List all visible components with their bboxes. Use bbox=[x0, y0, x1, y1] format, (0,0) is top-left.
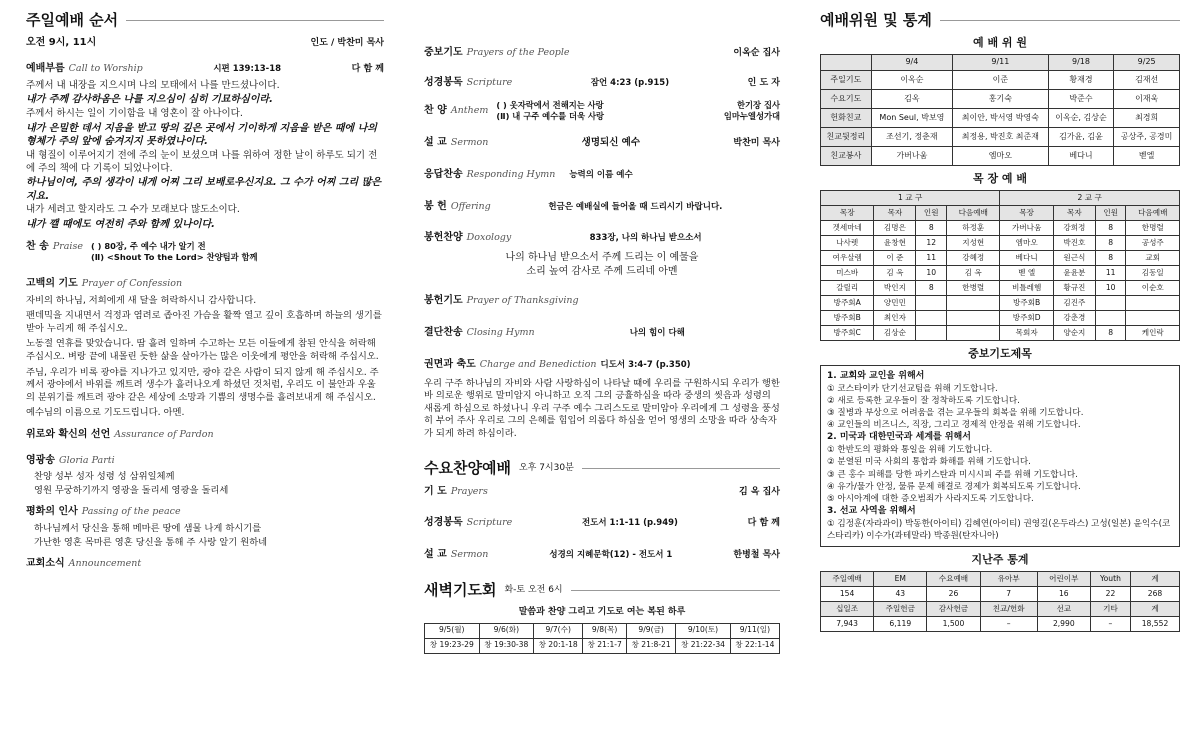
announcement: 교회소식 Announcement bbox=[26, 558, 142, 570]
cell-group-header: 1 교 구 2 교 구 bbox=[821, 190, 1180, 205]
dawn-ref: 창 19:23-29 bbox=[425, 638, 480, 653]
cell-worship-title: 목 장 예 배 bbox=[973, 172, 1027, 186]
committee-cell: 이옥순, 김상순 bbox=[1048, 109, 1114, 128]
call-line: 내 형질이 이루어지기 전에 주의 눈이 보셨으며 나를 위하여 정한 날이 하루도 되기 전에 주의 책에 다 기록이 되었나이다. bbox=[26, 149, 378, 174]
committee-head-cell: 9/4 bbox=[871, 55, 952, 71]
confession-text bbox=[26, 295, 384, 420]
service-time: 오전 9시, 11시 bbox=[26, 37, 97, 49]
dawn-refs-row bbox=[425, 638, 780, 653]
committee-cell: 이재욱 bbox=[1114, 90, 1180, 109]
cell-cell: 김진주 bbox=[1053, 295, 1095, 310]
cell-row bbox=[821, 220, 1180, 235]
benediction: 권면과 축도 Charge and Benediction 디도서 3:4-7 (p.350) bbox=[424, 358, 691, 370]
call-line: 내가 주께 감사하옴은 나를 지으심이 심히 기묘하심이라. bbox=[26, 94, 273, 106]
cell-cell: 8 bbox=[1095, 325, 1126, 340]
cell-cell: 8 bbox=[916, 280, 947, 295]
cell-cell: 김 옥 bbox=[947, 265, 1000, 280]
stats-cell: 43 bbox=[874, 587, 927, 602]
stats-cell: – bbox=[1090, 617, 1130, 632]
cell-cell: 11 bbox=[1095, 265, 1126, 280]
cell-cell: 윤창현 bbox=[874, 235, 916, 250]
cell-cell: 방주회A bbox=[821, 295, 874, 310]
cell-cell: 8 bbox=[1095, 235, 1126, 250]
dawn-schedule-table bbox=[424, 623, 780, 654]
committee-cell: 친교뒷정리 bbox=[821, 128, 872, 147]
column-sunday-order-cont bbox=[424, 10, 780, 654]
committee-cell: 최경희 bbox=[1114, 109, 1180, 128]
stats-cell: 2,990 bbox=[1037, 617, 1090, 632]
cell-cell bbox=[916, 310, 947, 325]
dawn-days-row bbox=[425, 623, 780, 638]
cell-cell bbox=[1095, 310, 1126, 325]
officiant: 인도 / 박찬미 목사 bbox=[310, 38, 384, 49]
wed-scripture: 성경봉독 Scripture 전도서 1:1-11 (p.949) 다 함 께 bbox=[424, 517, 780, 529]
cell-cell: 지성현 bbox=[947, 235, 1000, 250]
gloria-lines bbox=[26, 471, 384, 497]
committee-table bbox=[820, 54, 1180, 166]
prayer-item: ② 새로 등록한 교우들이 잘 정착하도록 기도합니다. bbox=[827, 395, 1020, 406]
prayer-item: ⑤ 아시아계에 대한 증오범죄가 사라지도록 기도합니다. bbox=[827, 493, 1034, 504]
dawn-title: 새벽기도회 화-토 오전 6시 bbox=[424, 580, 780, 600]
cell-cell: 8 bbox=[1095, 220, 1126, 235]
committee-cell: 베다니 bbox=[1048, 147, 1114, 166]
column-sunday-order bbox=[26, 10, 384, 571]
committee-row bbox=[821, 128, 1180, 147]
wed-title: 수요찬양예배 오후 7시30분 bbox=[424, 458, 780, 478]
cell-cell: 이순호 bbox=[1126, 280, 1180, 295]
cell-cell: 10 bbox=[916, 265, 947, 280]
cell-cell: 양순지 bbox=[1053, 325, 1095, 340]
committee-cell: 벧엘 bbox=[1114, 147, 1180, 166]
stats-cell: 주일예배 bbox=[821, 572, 874, 587]
cell-cell: 11 bbox=[916, 250, 947, 265]
prayer-of-thanksgiving: 봉헌기도 Prayer of Thanksgiving bbox=[424, 295, 579, 307]
cell-cell: 방주회B bbox=[1000, 295, 1053, 310]
title-rule bbox=[126, 20, 384, 21]
stats-cell: 26 bbox=[927, 587, 980, 602]
committee-head-cell bbox=[821, 55, 872, 71]
stats-cell: 18,552 bbox=[1131, 617, 1180, 632]
confession-paragraph: 주님, 우리가 비록 광야를 지나가고 있지만, 광야 같은 사람이 되지 않게 해 주십시오. 주께서 광야에서 바위를 깨트려 생수가 흘러나오게 하셨던 것처럼, 우리도 이 불안과 우울의 분위기를 깨트려 광야 같은 세상에 소망과 기쁨의 생명수를 흘려보내게 해 주십시오. bbox=[26, 366, 379, 403]
stats-cell: 계 bbox=[1131, 572, 1180, 587]
prayer-item: 1. 교회와 교인을 위해서 bbox=[827, 370, 925, 381]
stats-cell: 유아부 bbox=[980, 572, 1037, 587]
dawn-day: 9/8(목) bbox=[583, 623, 627, 638]
cell-cell: 비틀레헴 bbox=[1000, 280, 1053, 295]
stats-cell: 선교 bbox=[1037, 602, 1090, 617]
cell-cell: 12 bbox=[916, 235, 947, 250]
call-line: 주께서 내 내장을 지으시며 나의 모태에서 나를 만드셨나이다. bbox=[26, 79, 280, 91]
cell-cell: 한명렬 bbox=[1126, 220, 1180, 235]
cell-head-cell: 인원 bbox=[1095, 205, 1126, 220]
committee-cell: 홍기숙 bbox=[953, 90, 1049, 109]
stats-cell: 7,943 bbox=[821, 617, 874, 632]
gloria-line: 영원 무궁하기까지 영광을 돌리세 영광을 돌리세 bbox=[34, 484, 229, 496]
cell-cell: 케인락 bbox=[1126, 325, 1180, 340]
wed-sermon: 설 교 Sermon 성경의 지혜문학(12) - 전도서 1 한병철 목사 bbox=[424, 549, 780, 561]
cell-row bbox=[821, 235, 1180, 250]
cell-cell: 갈릴리 bbox=[821, 280, 874, 295]
prayer-item: ③ 질병과 부상으로 어려움을 겪는 교우들의 회복을 위해 기도합니다. bbox=[827, 407, 1084, 418]
committee-cell: 헌화친교 bbox=[821, 109, 872, 128]
cell-row bbox=[821, 250, 1180, 265]
call-line: 하나님이여, 주의 생각이 내게 어찌 그리 보배로우신지요. 그 수가 어찌 그리 많은지요. bbox=[26, 177, 382, 202]
confession-paragraph: 노동절 연휴를 맞았습니다. 땀 흘려 일하며 수고하는 모든 이들에게 참된 안식을 허락해 주십시오. 벼랑 끝에 내몰린 듯한 삶을 살아가는 많은 이웃에게 평안을 허락해 주십시오. bbox=[26, 338, 379, 362]
cell-cell: 한병렬 bbox=[947, 280, 1000, 295]
cell-cell: 김 옥 bbox=[874, 265, 916, 280]
committee-cell: 이준 bbox=[953, 71, 1049, 90]
committee-cell: 최정용, 박진호 최준재 bbox=[953, 128, 1049, 147]
cell-cell: 8 bbox=[916, 220, 947, 235]
cell-row bbox=[821, 265, 1180, 280]
cell-head-cell: 다음예배 bbox=[947, 205, 1000, 220]
committee-cell: Mon Seul, 박보영 bbox=[871, 109, 952, 128]
cell-cell bbox=[1126, 295, 1180, 310]
dawn-ref: 창 22:1-14 bbox=[730, 638, 779, 653]
cell-cell: 원근식 bbox=[1053, 250, 1095, 265]
cell-cell bbox=[947, 295, 1000, 310]
section-title: 예배위원 및 통계 bbox=[820, 10, 1180, 30]
cell-head-cell: 목자 bbox=[1053, 205, 1095, 220]
cell-cell: 강혜정 bbox=[947, 250, 1000, 265]
dawn-subtitle: 말씀과 찬양 그리고 기도로 여는 복된 하루 bbox=[518, 607, 686, 618]
cell-worship-table bbox=[820, 190, 1180, 341]
dawn-ref: 창 21:8-21 bbox=[627, 638, 676, 653]
stats-cell: 7 bbox=[980, 587, 1037, 602]
committee-cell: 친교봉사 bbox=[821, 147, 872, 166]
doxology: 봉헌찬양 Doxology 833장, 나의 하나님 받으소서 bbox=[424, 232, 702, 244]
stats-cell: 6,119 bbox=[874, 617, 927, 632]
cell-cell: 교회 bbox=[1126, 250, 1180, 265]
cell-row bbox=[821, 295, 1180, 310]
confession-heading: 고백의 기도 Prayer of Confession bbox=[26, 278, 183, 289]
dawn-day: 9/6(화) bbox=[479, 623, 534, 638]
cell-cell: 가버나움 bbox=[1000, 220, 1053, 235]
prayer-topics-title: 중보기도제목 bbox=[968, 346, 1032, 360]
committee-head-cell: 9/25 bbox=[1114, 55, 1180, 71]
committee-header bbox=[821, 55, 1180, 71]
committee-cell: 엠마오 bbox=[953, 147, 1049, 166]
stats-row bbox=[821, 617, 1180, 632]
section-title: 주일예배 순서 bbox=[26, 10, 384, 30]
committee-cell: 박준수 bbox=[1048, 90, 1114, 109]
confession-paragraph: 자비의 하나님, 저희에게 새 달을 허락하시니 감사합니다. bbox=[26, 294, 257, 306]
committee-cell: 공상주, 공경미 bbox=[1114, 128, 1180, 147]
wed-prayer: 기 도 Prayers 김 옥 집사 bbox=[424, 485, 780, 497]
cell-cell: 겟세마네 bbox=[821, 220, 874, 235]
stats-cell: 수요예배 bbox=[927, 572, 980, 587]
cell-cell: 나사렛 bbox=[821, 235, 874, 250]
intercession: 중보기도 Prayers of the People 이옥순 집사 bbox=[424, 47, 780, 58]
cell-cell bbox=[916, 325, 947, 340]
stats-cell: 기타 bbox=[1090, 602, 1130, 617]
stats-row bbox=[821, 587, 1180, 602]
cell-cell: 김상순 bbox=[874, 325, 916, 340]
cell-row bbox=[821, 310, 1180, 325]
stats-cell: EM bbox=[874, 572, 927, 587]
gloria: 영광송 Gloria Parti bbox=[26, 454, 115, 466]
dawn-ref: 창 21:1-7 bbox=[583, 638, 627, 653]
cell-cell: 박인지 bbox=[874, 280, 916, 295]
dawn-ref: 창 19:30-38 bbox=[479, 638, 534, 653]
benediction-text: 우리 구주 하나님의 자비와 사람 사랑하심이 나타날 때에 우리를 구원하시되 우리가 행한 바 의로운 행위로 말미암지 아니하고 오직 그의 긍휼하심을 따라 중생의 씻음과 성령의 새롭게 하심으로 하셨나니 우리 구주 예수 그리스도로 말미암아 우리에게 그 성령을 풍성히 부어 주사 우리로 그의 은혜를 힘입어 의롭다 하심을 얻어 영생의 소망을 따라 상속자가 되게 하려 하심이라. bbox=[424, 377, 780, 439]
dawn-day: 9/11(일) bbox=[730, 623, 779, 638]
stats-row bbox=[821, 572, 1180, 587]
cell-cell: 방주회B bbox=[821, 310, 874, 325]
column-committee-stats bbox=[820, 10, 1180, 632]
cell-cell bbox=[1095, 295, 1126, 310]
cell-cell: 방주회C bbox=[821, 325, 874, 340]
call-line: 내가 세려고 할지라도 그 수가 모래보다 많도소이다. bbox=[26, 204, 240, 216]
cell-cell bbox=[1126, 310, 1180, 325]
stats-cell: – bbox=[980, 617, 1037, 632]
prayer-item: ① 코스타이카 단기선교팀을 위해 기도합니다. bbox=[827, 383, 998, 394]
stats-cell: 감사헌금 bbox=[927, 602, 980, 617]
peace-lines bbox=[26, 523, 384, 549]
prayer-item: ④ 교인들의 비즈니스, 직장, 그리고 경제적 안정을 위해 기도합니다. bbox=[827, 420, 1081, 431]
dawn-ref: 창 21:22-34 bbox=[676, 638, 731, 653]
stats-cell: 친교/헌화 bbox=[980, 602, 1037, 617]
doxology-lines bbox=[424, 251, 780, 278]
call-line: 내가 깰 때에도 여전히 주와 함께 있나이다. bbox=[26, 219, 215, 231]
dawn-day: 9/5(월) bbox=[425, 623, 480, 638]
stats-cell: 268 bbox=[1131, 587, 1180, 602]
call-to-worship: 예배부름 Call to Worship 시편 139:13-18 다 함 께 bbox=[26, 62, 384, 74]
committee-head-cell: 9/11 bbox=[953, 55, 1049, 71]
cell-cell: 8 bbox=[1095, 250, 1126, 265]
cell-cell: 엠마오 bbox=[1000, 235, 1053, 250]
praise: 찬 송 Praise ( ) 80장, 주 예수 내가 알기 전 (Ⅱ) <Shout To the Lord> 찬양팀과 함께 bbox=[26, 240, 258, 262]
cell-cell: 미스바 bbox=[821, 265, 874, 280]
confession-paragraph: 팬데믹을 지내면서 걱정과 염려로 좁아진 가슴을 활짝 열고 깊이 호흡하며 하늘의 생기를 받아 누리게 해 주십시오. bbox=[26, 310, 382, 334]
committee-cell: 김가윤, 김윤 bbox=[1048, 128, 1114, 147]
cell-cell bbox=[947, 310, 1000, 325]
cell-cell: 하정훈 bbox=[947, 220, 1000, 235]
committee-cell: 최이안, 박서영 박영숙 bbox=[953, 109, 1049, 128]
committee-cell: 수요기도 bbox=[821, 90, 872, 109]
confession-paragraph: 예수님의 이름으로 기도드립니다. 아멘. bbox=[26, 407, 185, 419]
cell-cell: 10 bbox=[1095, 280, 1126, 295]
sermon: 설 교 Sermon 생명되신 예수 박찬미 목사 bbox=[424, 137, 780, 148]
committee-cell: 가버나움 bbox=[871, 147, 952, 166]
call-ref: 시편 139:13-18 bbox=[213, 63, 282, 74]
committee-row bbox=[821, 109, 1180, 128]
dawn-day: 9/9(금) bbox=[627, 623, 676, 638]
stats-cell: 계 bbox=[1131, 602, 1180, 617]
call-line: 내가 은밀한 데서 지음을 받고 땅의 깊은 곳에서 기이하게 지음을 받은 때에 나의 형체가 주의 앞에 숨겨지지 못하였나이다. bbox=[26, 122, 377, 148]
prayer-item: 3. 선교 사역을 위해서 bbox=[827, 506, 916, 517]
cell-cell: 벧 엘 bbox=[1000, 265, 1053, 280]
stats-cell: 십일조 bbox=[821, 602, 874, 617]
stats-row bbox=[821, 602, 1180, 617]
prayer-item: ① 김정훈(자라과이) 박동한(아이티) 김혜연(아이티) 권영길(온두라스) 고성(일본) 윤익수(코스타리카) 이수가(과테말라) 박종원(탄자니아) bbox=[827, 518, 1171, 542]
committee-cell: 이옥순 bbox=[871, 71, 952, 90]
committee-row bbox=[821, 71, 1180, 90]
committee-cell: 김재선 bbox=[1114, 71, 1180, 90]
stats-cell: 22 bbox=[1090, 587, 1130, 602]
cell-cell: 김동일 bbox=[1126, 265, 1180, 280]
cell-row bbox=[821, 325, 1180, 340]
call-lines bbox=[26, 80, 384, 232]
peace: 평화의 인사 Passing of the peace bbox=[26, 506, 181, 518]
cell-cell: 양민민 bbox=[874, 295, 916, 310]
cell-cell: 강희정 bbox=[1053, 220, 1095, 235]
cell-cell: 이 준 bbox=[874, 250, 916, 265]
cell-cell bbox=[947, 325, 1000, 340]
stats-table bbox=[820, 571, 1180, 632]
committee-cell: 김옥 bbox=[871, 90, 952, 109]
cell-cell: 방주회D bbox=[1000, 310, 1053, 325]
prayer-item: ① 한반도의 평화와 통일을 위해 기도합니다. bbox=[827, 445, 993, 456]
cell-cell: 황규진 bbox=[1053, 280, 1095, 295]
cell-head-cell: 다음예배 bbox=[1126, 205, 1180, 220]
stats-title: 지난주 통계 bbox=[971, 553, 1029, 567]
prayer-item: ④ 유가/물가 안정, 물류 문제 해결로 경제가 회복되도록 기도합니다. bbox=[827, 481, 1081, 492]
cell-cell: 김명은 bbox=[874, 220, 916, 235]
committee-title: 예 배 위 원 bbox=[973, 36, 1027, 50]
cell-head-cell: 목장 bbox=[821, 205, 874, 220]
stats-cell: 154 bbox=[821, 587, 874, 602]
assurance: 위로와 확신의 선언 Assurance of Pardon bbox=[26, 428, 214, 440]
dawn-day: 9/10(토) bbox=[676, 623, 731, 638]
offering: 봉 헌 Offering 헌금은 예배실에 들어올 때 드리시기 바랍니다. bbox=[424, 200, 723, 212]
cell-row bbox=[821, 280, 1180, 295]
cell-cell: 강춘경 bbox=[1053, 310, 1095, 325]
cell-head-cell: 목자 bbox=[874, 205, 916, 220]
scripture: 성경봉독 Scripture 잠언 4:23 (p.915) 인 도 자 bbox=[424, 76, 780, 88]
cell-head-cell: 인원 bbox=[916, 205, 947, 220]
service-time-row bbox=[26, 36, 384, 50]
cell-cell: 공성주 bbox=[1126, 235, 1180, 250]
prayer-item: ② 분열된 미국 사회의 통합과 화해를 위해 기도합니다. bbox=[827, 457, 1031, 468]
cell-header bbox=[821, 205, 1180, 220]
prayer-item: ③ 큰 홍수 피해를 당한 파키스탄과 미시시피 주를 위해 기도합니다. bbox=[827, 469, 1078, 480]
dawn-day: 9/7(수) bbox=[534, 623, 583, 638]
stats-cell: 1,500 bbox=[927, 617, 980, 632]
anthem: 찬 양 Anthem ( ) 옷자락에서 전해지는 사랑 (Ⅱ) 내 구주 예수를 더욱 사랑 한기장 집사 임마누엘성가대 bbox=[424, 99, 780, 121]
cell-cell: 베다니 bbox=[1000, 250, 1053, 265]
committee-head-cell: 9/18 bbox=[1048, 55, 1114, 71]
call-line: 주께서 하시는 일이 기이함을 내 영혼이 잘 아나이다. bbox=[26, 107, 243, 119]
cell-head-cell: 목장 bbox=[1000, 205, 1053, 220]
peace-line: 가난한 영혼 목마른 영혼 당신을 통해 주 사랑 알기 원하네 bbox=[34, 536, 268, 548]
doxology-line: 소리 높여 감사로 주께 드리네 아멘 bbox=[526, 265, 678, 277]
prayer-topics bbox=[820, 365, 1180, 548]
committee-cell: 조선기, 정춘재 bbox=[871, 128, 952, 147]
cell-cell: 최인자 bbox=[874, 310, 916, 325]
stats-cell: 16 bbox=[1037, 587, 1090, 602]
stats-cell: Youth bbox=[1090, 572, 1130, 587]
committee-row bbox=[821, 90, 1180, 109]
prayer-item: 2. 미국과 대한민국과 세계를 위해서 bbox=[827, 432, 971, 443]
stats-cell: 주일헌금 bbox=[874, 602, 927, 617]
gloria-line: 찬양 성부 성자 성령 성 삼위일체께 bbox=[34, 471, 175, 483]
peace-line: 하나님께서 당신을 통해 메마른 땅에 샘물 나게 하시기를 bbox=[34, 523, 262, 535]
committee-row bbox=[821, 147, 1180, 166]
cell-cell: 목회자 bbox=[1000, 325, 1053, 340]
committee-cell: 황재경 bbox=[1048, 71, 1114, 90]
cell-cell bbox=[916, 295, 947, 310]
doxology-line: 나의 하나님 받으소서 주께 드리는 이 예물을 bbox=[505, 252, 699, 264]
closing-hymn: 결단찬송 Closing Hymn 나의 힘이 다해 bbox=[424, 327, 685, 339]
cell-cell: 윤윤분 bbox=[1053, 265, 1095, 280]
cell-cell: 여우살렘 bbox=[821, 250, 874, 265]
dawn-ref: 창 20:1-18 bbox=[534, 638, 583, 653]
responding-hymn: 응답찬송 Responding Hymn 능력의 이름 예수 bbox=[424, 168, 633, 180]
cell-cell: 박진호 bbox=[1053, 235, 1095, 250]
stats-cell: 어린이부 bbox=[1037, 572, 1090, 587]
committee-cell: 주일기도 bbox=[821, 71, 872, 90]
